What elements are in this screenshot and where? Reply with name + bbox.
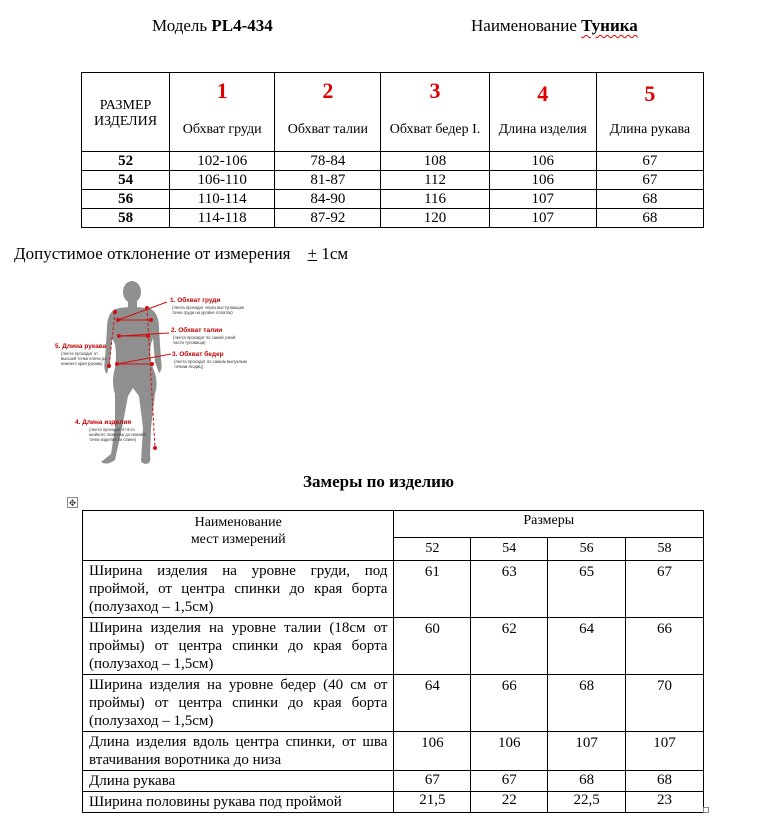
label-hips-title: 3. Обхват бедер: [172, 351, 224, 358]
table-cell: 22: [471, 792, 548, 813]
table-cell: 120: [381, 209, 489, 228]
table-cell: 106: [489, 171, 596, 190]
product-name-header: [471, 16, 638, 36]
table-cell: 107: [548, 732, 626, 771]
label-length-note: точки изделия по спине): [89, 437, 137, 442]
table-cell: 68: [548, 771, 626, 792]
table-row: [83, 792, 704, 813]
measurement-name: Ширина половины рукава под проймой: [83, 792, 394, 813]
size-cell: 56: [82, 190, 170, 209]
size-header-cell: 56: [548, 538, 626, 561]
place-name-header-2: мест измерений: [190, 532, 286, 547]
table-cell: 106: [489, 152, 596, 171]
size-corner-header: [82, 73, 170, 152]
table-cell: 64: [394, 675, 471, 732]
table-cell: 107: [489, 190, 596, 209]
label-length-title: 4. Длина изделия: [75, 419, 132, 426]
model-value: PL4-434: [211, 16, 273, 35]
label-sleeve-note: (лента проходит от: [61, 351, 99, 356]
table-cell: 23: [626, 792, 704, 813]
label-waist-note: части туловища): [173, 340, 206, 345]
size-header-cell: 54: [471, 538, 548, 561]
column-number: 3: [381, 73, 489, 110]
place-name-header: [83, 511, 394, 561]
plus-minus-sign: +: [307, 244, 318, 263]
label-length-note: (лента проходит от 6-го: [89, 427, 135, 432]
size-corner-label-2: ИЗДЕЛИЯ: [94, 114, 158, 129]
table-cell: 66: [626, 618, 704, 675]
table-cell: 68: [548, 675, 626, 732]
table-resize-handle-icon[interactable]: [703, 807, 709, 813]
table-cell: 114-118: [170, 209, 275, 228]
label-sleeve-title: 5. Длина рукава: [55, 343, 107, 350]
label-sleeve-note: нижнего края рукава): [61, 361, 103, 366]
table-cell: 61: [394, 561, 471, 618]
table-cell: 67: [471, 771, 548, 792]
label-chest-note: точки груди на уровне лопаток): [172, 310, 233, 315]
sizes-header: Размеры: [394, 511, 704, 538]
measurement-name: Ширина изделия на уровне талии (18см от проймы) от центра спинки до края борта (полузаход – 1,5см): [83, 618, 394, 675]
table-cell: 68: [596, 209, 703, 228]
table-cell: 67: [626, 561, 704, 618]
table-cell: 106: [394, 732, 471, 771]
table-cell: 65: [548, 561, 626, 618]
label-chest-note: (лента проходит через выступающие: [172, 305, 245, 310]
place-name-header-1: Наименование: [194, 515, 282, 530]
column-number: 5: [596, 73, 703, 110]
size-corner-label-1: РАЗМЕР: [99, 98, 152, 113]
table-cell: 87-92: [275, 209, 381, 228]
table-cell: 81-87: [275, 171, 381, 190]
label-waist-note: (лента проходит по самой узкой: [173, 335, 236, 340]
table-row: [82, 209, 704, 228]
product-name-label: Наименование: [471, 16, 577, 35]
table-cell: 116: [381, 190, 489, 209]
label-chest-title: 1. Обхват груди: [170, 297, 221, 304]
table-cell: 107: [489, 209, 596, 228]
label-hips-note: точкам ягодиц): [174, 364, 204, 369]
table-cell: 67: [596, 152, 703, 171]
column-label: Длина изделия: [489, 109, 596, 152]
deviation-value: 1см: [321, 244, 349, 263]
table-cell: 102-106: [170, 152, 275, 171]
table-cell: 67: [596, 171, 703, 190]
product-name-value: Туника: [581, 16, 638, 35]
column-number: 2: [275, 73, 381, 110]
column-label: Обхват талии: [275, 109, 381, 152]
table-cell: 107: [626, 732, 704, 771]
label-length-note: шейного позвонка до нижней: [89, 432, 146, 437]
table-move-handle-icon[interactable]: ✥: [68, 498, 77, 508]
table-row: [82, 152, 704, 171]
measurements-table: [82, 510, 704, 813]
label-waist-title: 2. Обхват талии: [171, 327, 223, 334]
size-header-cell: 58: [626, 538, 704, 561]
table-cell: 66: [471, 675, 548, 732]
column-label: Обхват бедер I.: [381, 109, 489, 152]
label-sleeve-note: высшей точки плеча до: [61, 356, 107, 361]
table-row: [83, 675, 704, 732]
model-label: Модель: [152, 16, 208, 35]
table-cell: 112: [381, 171, 489, 190]
table-cell: 78-84: [275, 152, 381, 171]
column-label: Длина рукава: [596, 109, 703, 152]
table-cell: 67: [394, 771, 471, 792]
table-cell: 84-90: [275, 190, 381, 209]
column-number: 1: [170, 73, 275, 110]
table-cell: 60: [394, 618, 471, 675]
table-cell: 21,5: [394, 792, 471, 813]
table-row: [82, 190, 704, 209]
body-measurement-figure: [55, 278, 265, 470]
size-cell: 52: [82, 152, 170, 171]
size-table: [81, 72, 704, 228]
table-cell: 68: [596, 190, 703, 209]
table-cell: 106: [471, 732, 548, 771]
table-row: [83, 561, 704, 618]
table-cell: 106-110: [170, 171, 275, 190]
measurement-name: Ширина изделия на уровне бедер (40 см от проймы) от центра спинки до края борта (полузаход – 1,5см): [83, 675, 394, 732]
table-cell: 63: [471, 561, 548, 618]
table-cell: 108: [381, 152, 489, 171]
table-cell: 22,5: [548, 792, 626, 813]
column-label: Обхват груди: [170, 109, 275, 152]
table-cell: 70: [626, 675, 704, 732]
measurement-name: Длина изделия вдоль центра спинки, от шва втачивания воротника до низа: [83, 732, 394, 771]
measurements-title: Замеры по изделию: [303, 472, 454, 491]
deviation-text: Допустимое отклонение от измерения: [14, 244, 291, 263]
column-number: 4: [489, 73, 596, 110]
size-cell: 54: [82, 171, 170, 190]
deviation-note: [14, 244, 348, 264]
table-row: [83, 618, 704, 675]
table-cell: 64: [548, 618, 626, 675]
table-cell: 110-114: [170, 190, 275, 209]
model-header: [152, 16, 273, 36]
table-row: [82, 171, 704, 190]
size-header-cell: 52: [394, 538, 471, 561]
table-row: [83, 771, 704, 792]
measurement-name: Ширина изделия на уровне груди, под проймой, от центра спинки до края борта (полузаход – 1,5см): [83, 561, 394, 618]
size-cell: 58: [82, 209, 170, 228]
measurement-name: Длина рукава: [83, 771, 394, 792]
table-cell: 68: [626, 771, 704, 792]
label-hips-note: (лента проходит по самым выпуклым: [174, 359, 247, 364]
table-cell: 62: [471, 618, 548, 675]
table-row: [83, 732, 704, 771]
